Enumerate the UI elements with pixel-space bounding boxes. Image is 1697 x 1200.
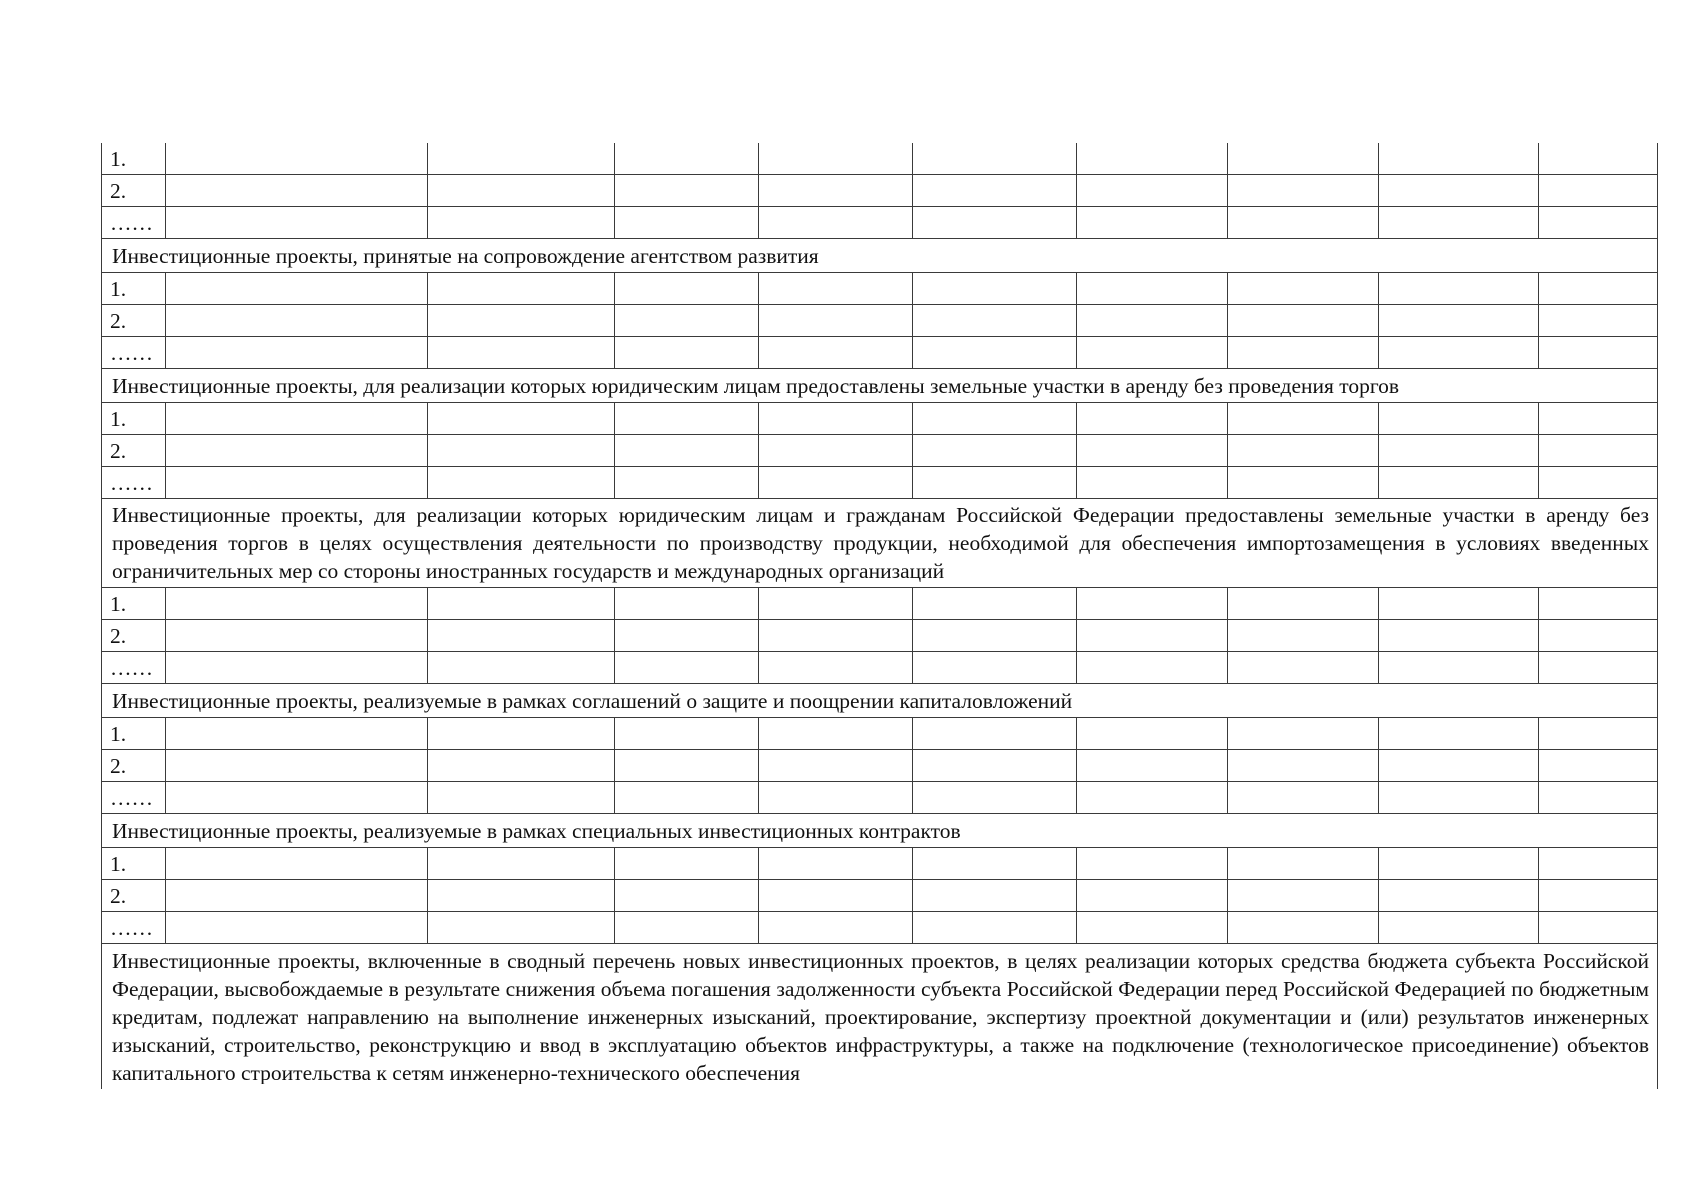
table-cell: [759, 782, 913, 814]
table-cell: [428, 305, 615, 337]
table-cell: [759, 273, 913, 305]
table-cell: [1077, 403, 1228, 435]
table-cell: [428, 467, 615, 499]
table-cell: [615, 305, 759, 337]
table-cell: [615, 435, 759, 467]
table-cell: [615, 175, 759, 207]
table-cell: [428, 207, 615, 239]
table-cell: [615, 207, 759, 239]
table-cell: [428, 848, 615, 880]
table-cell: [166, 880, 428, 912]
table-cell: [1077, 207, 1228, 239]
row-number: 2.: [102, 305, 166, 337]
table-cell: [428, 880, 615, 912]
table-cell: [913, 273, 1077, 305]
table-cell: [913, 652, 1077, 684]
row-number: 2.: [102, 620, 166, 652]
section-header-row: [102, 499, 1658, 588]
table-cell: [615, 588, 759, 620]
table-cell: [1539, 848, 1658, 880]
table-cell: [1379, 912, 1539, 944]
row-number: ……: [102, 337, 166, 369]
table-cell: [759, 435, 913, 467]
table-cell: [615, 912, 759, 944]
table-cell: [615, 880, 759, 912]
row-number: 1.: [102, 718, 166, 750]
investment-projects-table: [101, 143, 1658, 1089]
table-cell: [1228, 467, 1379, 499]
table-cell: [1228, 750, 1379, 782]
table-cell: [913, 620, 1077, 652]
table-cell: [1228, 880, 1379, 912]
table-cell: [1077, 467, 1228, 499]
table-cell: [913, 403, 1077, 435]
table-cell: [166, 273, 428, 305]
table-cell: [615, 750, 759, 782]
table-cell: [913, 337, 1077, 369]
section-header-text: Инвестиционные проекты, для реализации которых юридическим лицам предоставлены земельные участки в аренду без проведения торгов: [102, 369, 1658, 403]
table-row: [102, 435, 1658, 467]
table-row: [102, 305, 1658, 337]
table-cell: [759, 718, 913, 750]
table-row: [102, 403, 1658, 435]
table-row: [102, 588, 1658, 620]
table-cell: [1379, 848, 1539, 880]
row-number: 2.: [102, 175, 166, 207]
section-header-text: Инвестиционные проекты, принятые на сопровождение агентством развития: [102, 239, 1658, 273]
table-cell: [1228, 718, 1379, 750]
table-cell: [615, 337, 759, 369]
table-cell: [1228, 305, 1379, 337]
table-cell: [1539, 337, 1658, 369]
table-cell: [166, 337, 428, 369]
table-cell: [759, 912, 913, 944]
table-cell: [1379, 207, 1539, 239]
table-cell: [759, 143, 913, 175]
table-cell: [1077, 848, 1228, 880]
table-cell: [166, 912, 428, 944]
table-cell: [759, 403, 913, 435]
section-header-text: Инвестиционные проекты, реализуемые в рамках специальных инвестиционных контрактов: [102, 814, 1658, 848]
table-cell: [166, 652, 428, 684]
table-cell: [759, 588, 913, 620]
table-cell: [1539, 652, 1658, 684]
table-cell: [166, 782, 428, 814]
table-cell: [1379, 305, 1539, 337]
table-cell: [1539, 305, 1658, 337]
table-cell: [1077, 273, 1228, 305]
table-cell: [759, 848, 913, 880]
table-cell: [1379, 273, 1539, 305]
row-number: 1.: [102, 588, 166, 620]
table-cell: [913, 305, 1077, 337]
table-row: [102, 207, 1658, 239]
row-number: 1.: [102, 273, 166, 305]
table-cell: [913, 143, 1077, 175]
table-cell: [1539, 467, 1658, 499]
table-cell: [1379, 403, 1539, 435]
table-cell: [1379, 620, 1539, 652]
table-cell: [1539, 175, 1658, 207]
row-number: 2.: [102, 750, 166, 782]
section-header-row: [102, 944, 1658, 1090]
table-cell: [1077, 620, 1228, 652]
table-cell: [913, 718, 1077, 750]
table-cell: [166, 435, 428, 467]
table-cell: [428, 273, 615, 305]
section-header-row: [102, 369, 1658, 403]
section-header-text: Инвестиционные проекты, для реализации которых юридическим лицам и гражданам Российской Федерации предоставлены земельные участки в аренду без проведения торгов в целях осуществления деятельности по производству продукции, необходимой для обеспечения импортозамещения в условиях введенных ограничительных мер со стороны иностранных государств и международных организаций: [102, 499, 1658, 588]
table-cell: [1539, 435, 1658, 467]
table-cell: [1077, 718, 1228, 750]
table-cell: [1539, 912, 1658, 944]
table-cell: [615, 467, 759, 499]
table-cell: [1228, 588, 1379, 620]
table-cell: [1539, 782, 1658, 814]
row-number: ……: [102, 207, 166, 239]
table-cell: [913, 588, 1077, 620]
table-cell: [913, 175, 1077, 207]
table-cell: [166, 305, 428, 337]
table-cell: [1077, 175, 1228, 207]
table-cell: [428, 718, 615, 750]
table-cell: [759, 750, 913, 782]
section-header-row: [102, 814, 1658, 848]
table-cell: [166, 403, 428, 435]
table-cell: [428, 750, 615, 782]
table-cell: [1228, 435, 1379, 467]
table-cell: [1077, 782, 1228, 814]
table-cell: [1077, 750, 1228, 782]
table-cell: [1077, 912, 1228, 944]
table-cell: [166, 620, 428, 652]
table-cell: [1228, 652, 1379, 684]
table-cell: [913, 848, 1077, 880]
row-number: 2.: [102, 435, 166, 467]
table-cell: [759, 880, 913, 912]
table-cell: [428, 143, 615, 175]
table-cell: [1228, 620, 1379, 652]
table-cell: [428, 912, 615, 944]
table-row: [102, 782, 1658, 814]
table-cell: [615, 273, 759, 305]
table-cell: [1539, 880, 1658, 912]
table-cell: [1379, 588, 1539, 620]
row-number: ……: [102, 467, 166, 499]
table-cell: [759, 467, 913, 499]
table-cell: [1379, 718, 1539, 750]
table-cell: [615, 652, 759, 684]
table-cell: [1539, 620, 1658, 652]
table-cell: [1539, 143, 1658, 175]
table-row: [102, 750, 1658, 782]
table-cell: [1077, 435, 1228, 467]
table-cell: [428, 403, 615, 435]
table-cell: [1539, 750, 1658, 782]
table-cell: [166, 175, 428, 207]
table-row: [102, 652, 1658, 684]
table-cell: [1228, 403, 1379, 435]
table-cell: [166, 718, 428, 750]
table-row: [102, 912, 1658, 944]
table-row: [102, 273, 1658, 305]
row-number: 1.: [102, 848, 166, 880]
table-cell: [615, 718, 759, 750]
table-cell: [615, 848, 759, 880]
table-row: [102, 467, 1658, 499]
table-cell: [1539, 207, 1658, 239]
table-cell: [1379, 880, 1539, 912]
row-number: 1.: [102, 143, 166, 175]
table-cell: [166, 143, 428, 175]
table-cell: [615, 143, 759, 175]
table-cell: [913, 750, 1077, 782]
table-body: [102, 143, 1658, 1089]
table-cell: [1228, 912, 1379, 944]
row-number: ……: [102, 782, 166, 814]
table-row: [102, 718, 1658, 750]
table-cell: [1539, 273, 1658, 305]
table-cell: [1077, 143, 1228, 175]
table-row: [102, 620, 1658, 652]
table-cell: [1228, 782, 1379, 814]
table-cell: [166, 588, 428, 620]
table-cell: [615, 403, 759, 435]
table-cell: [913, 467, 1077, 499]
table-cell: [615, 782, 759, 814]
table-cell: [1077, 337, 1228, 369]
table-cell: [1228, 848, 1379, 880]
table-cell: [1228, 175, 1379, 207]
table-cell: [1077, 588, 1228, 620]
table-cell: [913, 782, 1077, 814]
table-cell: [166, 750, 428, 782]
section-header-row: [102, 239, 1658, 273]
table-cell: [428, 652, 615, 684]
table-cell: [166, 467, 428, 499]
section-header-text: [102, 944, 1658, 1090]
table-cell: [759, 207, 913, 239]
table-cell: [1228, 143, 1379, 175]
table-cell: [1228, 207, 1379, 239]
table-cell: [1379, 467, 1539, 499]
table-cell: [1228, 337, 1379, 369]
row-number: ……: [102, 652, 166, 684]
table-cell: [759, 620, 913, 652]
table-cell: [1379, 435, 1539, 467]
table-cell: [428, 782, 615, 814]
table-cell: [1228, 273, 1379, 305]
row-number: 1.: [102, 403, 166, 435]
table-cell: [1379, 175, 1539, 207]
table-cell: [1077, 305, 1228, 337]
table-cell: [1539, 588, 1658, 620]
row-number: 2.: [102, 880, 166, 912]
table-cell: [759, 175, 913, 207]
row-number: ……: [102, 912, 166, 944]
table-cell: [1539, 403, 1658, 435]
table-cell: [166, 848, 428, 880]
table-cell: [428, 175, 615, 207]
table-cell: [1379, 750, 1539, 782]
table-cell: [759, 337, 913, 369]
table-cell: [913, 435, 1077, 467]
table-cell: [1379, 782, 1539, 814]
section-header-text: Инвестиционные проекты, реализуемые в рамках соглашений о защите и поощрении капиталовложений: [102, 684, 1658, 718]
section-header-row: [102, 684, 1658, 718]
table-row: [102, 337, 1658, 369]
table-row: [102, 880, 1658, 912]
table-cell: [1379, 143, 1539, 175]
table-cell: [759, 652, 913, 684]
table-cell: [428, 588, 615, 620]
table-cell: [913, 912, 1077, 944]
table-cell: [1077, 652, 1228, 684]
table-row: [102, 848, 1658, 880]
table-cell: [1539, 718, 1658, 750]
table-cell: [428, 620, 615, 652]
table-cell: [913, 207, 1077, 239]
table-cell: [166, 207, 428, 239]
table-cell: [1077, 880, 1228, 912]
table-row: [102, 143, 1658, 175]
section-header-text-clip: Инвестиционные проекты, включенные в сводный перечень новых инвестиционных проектов, в целях реализации которых средства бюджета субъекта Российской Федерации, высвобождаемые в результате снижения объема погашения задолженности субъекта Российской Федерации перед Российской Федерацией по бюджетным кредитам, подлежат направлению на выполнение инженерных изысканий, проектирование, экспертизу проектной документации и (или) результатов инженерных изысканий, строительство, реконструкцию и ввод в эксплуатацию объектов инфраструктуры, а также на подключение (технологическое присоединение) объектов капитального строительства к сетям инженерно-технического обеспечения: [112, 949, 1649, 1084]
table-cell: [1379, 337, 1539, 369]
table-cell: [913, 880, 1077, 912]
table-cell: [1379, 652, 1539, 684]
table-cell: [615, 620, 759, 652]
table-cell: [428, 337, 615, 369]
table-cell: [428, 435, 615, 467]
table-row: [102, 175, 1658, 207]
table-cell: [759, 305, 913, 337]
